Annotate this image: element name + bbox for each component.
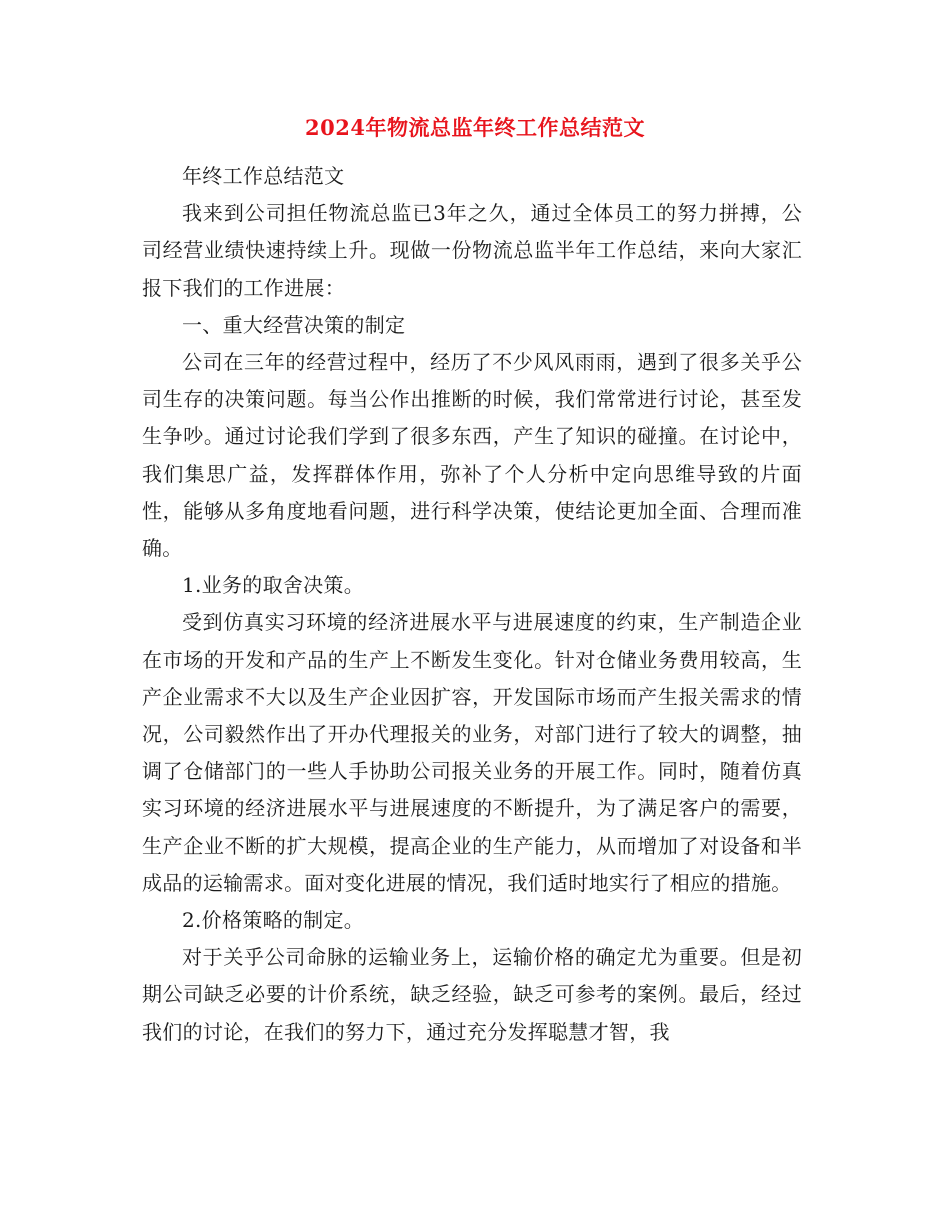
- document-title: 2024年物流总监年终工作总结范文: [305, 115, 645, 140]
- paragraph: 对于关乎公司命脉的运输业务上，运输价格的确定尤为重要。但是初期公司缺乏必要的计价系统，缺乏经验，缺乏可参考的案例。最后，经过我们的讨论，在我们的努力下，通过充分发挥聪慧才智，我: [142, 945, 802, 1044]
- paragraph: 受到仿真实习环境的经济进展水平与进展速度的约束，生产制造企业在市场的开发和产品的生产上不断发生变化。针对仓储业务费用较高，生产企业需求不大以及生产企业因扩容，开发国际市场而产生报关需求的情况，公司毅然作出了开办代理报关的业务，对部门进行了较大的调整，抽调了仓储部门的一些人手协助公司报关业务的开展工作。同时，随着仿真实习环境的经济进展水平与进展速度的不断提升，为了满足客户的需要，生产企业不断的扩大规模，提高企业的生产能力，从而增加了对设备和半成品的运输需求。面对变化进展的情况，我们适时地实行了相应的措施。: [142, 610, 802, 895]
- subsection-heading: 1.业务的取舍决策。: [182, 573, 365, 598]
- section-heading: 一、重大经营决策的制定: [182, 312, 406, 337]
- paragraph: 我来到公司担任物流总监已3年之久，通过全体员工的努力拼搏，公司经营业绩快速持续上升。现做一份物流总监半年工作总结，来向大家汇报下我们的工作进展：: [142, 201, 802, 300]
- subsection-heading: 2.价格策略的制定。: [182, 908, 365, 933]
- document-body: [142, 158, 802, 1051]
- paragraph: 年终工作总结范文: [182, 164, 345, 188]
- paragraph: 公司在三年的经营过程中，经历了不少风风雨雨，遇到了很多关乎公司生存的决策问题。每当公作出推断的时候，我们常常进行讨论，甚至发生争吵。通过讨论我们学到了很多东西，产生了知识的碰撞。在讨论中，我们集思广益，发挥群体作用，弥补了个人分析中定向思维导致的片面性，能够从多角度地看问题，进行科学决策，使结论更加全面、合理而准确。: [142, 350, 802, 561]
